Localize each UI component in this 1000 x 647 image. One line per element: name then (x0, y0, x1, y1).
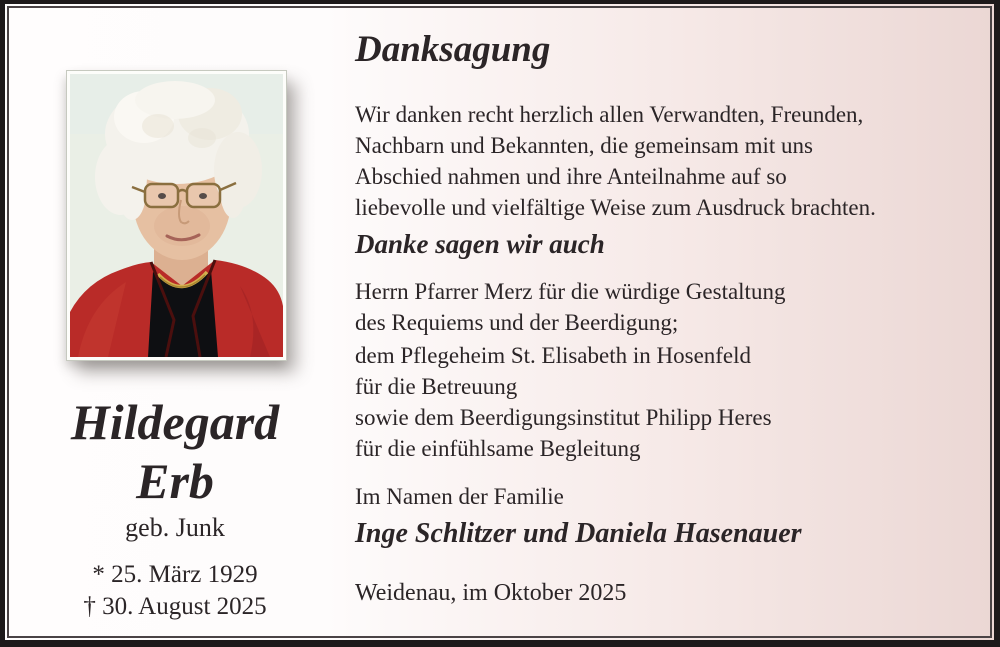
portrait-photo (67, 71, 286, 360)
thanks-block-pflegeheim (355, 340, 751, 402)
thanks-block-beerdigungsinstitut (355, 402, 772, 464)
thanks-line: für die einfühlsame Begleitung (355, 436, 641, 461)
notice-subheading: Danke sagen wir auch (355, 229, 605, 259)
intro-line: Nachbarn und Bekannten, die gemeinsam mit uns (355, 133, 813, 158)
notice-title: Danksagung (355, 29, 551, 70)
intro-paragraph (355, 99, 876, 223)
thanks-line: des Requiems und der Beerdigung; (355, 310, 679, 335)
vital-dates (37, 559, 313, 623)
thanks-block-pfarrer (355, 276, 785, 338)
deceased-birth-name: geb. Junk (125, 513, 225, 542)
closing-line: Im Namen der Familie (355, 484, 564, 509)
intro-line: Abschied nahmen und ihre Anteilnahme auf so (355, 164, 787, 189)
thanks-line: für die Betreuung (355, 374, 518, 399)
deceased-last-name: Erb (136, 453, 214, 509)
death-date: † 30. August 2025 (83, 593, 267, 620)
family-names: Inge Schlitzer und Daniela Hasenauer (355, 518, 802, 549)
intro-line: Wir danken recht herzlich allen Verwandten, Freunden, (355, 102, 864, 127)
thanks-line: Herrn Pfarrer Merz für die würdige Gestaltung (355, 279, 786, 304)
deceased-first-name: Hildegard (70, 394, 280, 450)
thanks-line: dem Pflegeheim St. Elisabeth in Hosenfeld (355, 343, 752, 368)
portrait-photo-illustration (70, 74, 283, 357)
thanks-line: sowie dem Beerdigungsinstitut Philipp Heres (355, 405, 772, 430)
intro-line: liebevolle und vielfältige Weise zum Ausdruck brachten. (355, 195, 876, 220)
birth-date: * 25. März 1929 (92, 561, 258, 588)
place-date-line: Weidenau, im Oktober 2025 (355, 580, 627, 606)
